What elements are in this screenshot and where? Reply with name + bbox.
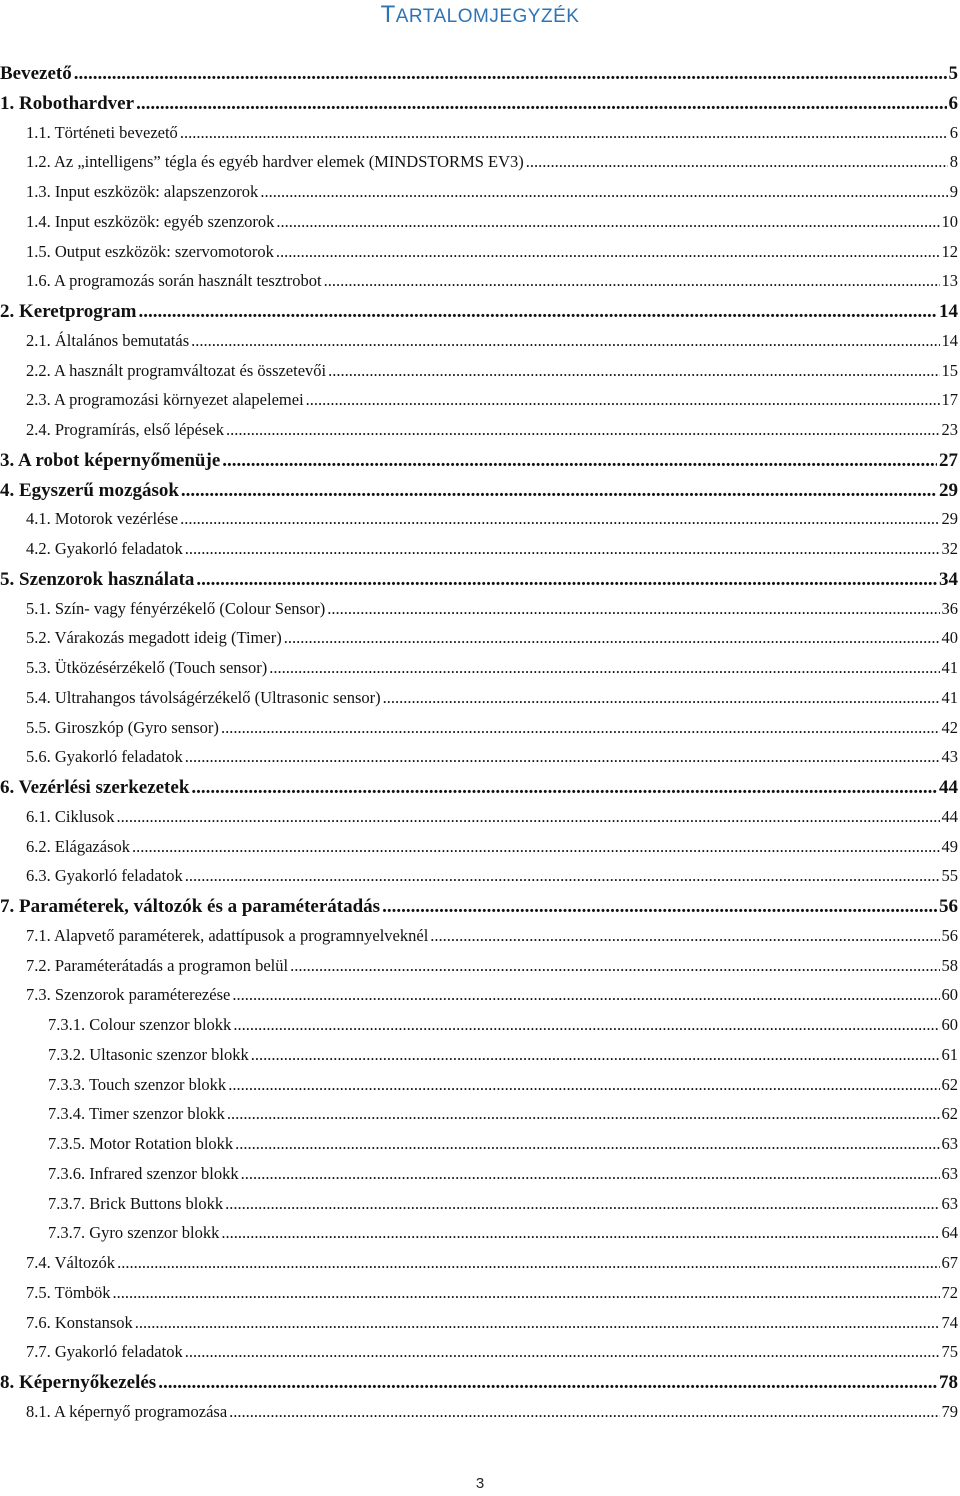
toc-entry-label: 5.1. Szín- vagy fényérzékelő (Colour Sensor) <box>26 598 326 618</box>
toc-entry-label: 2.4. Programírás, első lépések <box>26 420 224 439</box>
toc-entry-page: 56 <box>941 925 958 945</box>
toc-entry-page: 49 <box>941 836 958 856</box>
toc-entry[interactable] <box>26 331 958 351</box>
toc-entry[interactable] <box>26 599 958 619</box>
dot-leader <box>226 420 940 440</box>
toc-entry-label: 7.3.2. Ultasonic szenzor blokk <box>48 1044 249 1064</box>
toc-entry[interactable] <box>0 63 958 85</box>
toc-entry[interactable] <box>26 985 958 1005</box>
toc-entry[interactable] <box>26 1253 958 1273</box>
toc-entry-page: 34 <box>939 568 958 590</box>
toc-entry-label: 5. Szenzorok használata <box>0 568 195 590</box>
toc-entry[interactable] <box>0 301 958 323</box>
toc-entry-page: 63 <box>941 1163 958 1183</box>
dot-leader <box>228 1075 939 1095</box>
toc-entry-page: 14 <box>939 301 958 322</box>
toc-entry-page: 63 <box>941 1193 958 1213</box>
dot-leader <box>222 450 937 472</box>
toc-entry-page: 55 <box>941 866 958 886</box>
toc-entry[interactable] <box>0 450 958 472</box>
dot-leader <box>233 1015 939 1035</box>
dot-leader <box>260 182 947 202</box>
dot-leader <box>191 777 937 799</box>
toc-entry[interactable] <box>48 1104 958 1124</box>
toc-entry[interactable] <box>0 569 958 591</box>
dot-leader <box>74 63 947 85</box>
toc-entry-page: 29 <box>941 509 958 529</box>
toc-entry-label: 1.3. Input eszközök: alapszenzorok <box>26 182 259 201</box>
toc-entry-label: 5.3. Ütközésérzékelő (Touch sensor) <box>26 658 268 677</box>
toc-entry-label: 5.6. Gyakorló feladatok <box>26 747 183 767</box>
toc-entry-label: 3. A robot képernyőmenüje <box>0 449 221 471</box>
toc-entry-page: 44 <box>939 777 958 798</box>
toc-entry-page: 72 <box>941 1282 958 1302</box>
toc-entry[interactable] <box>26 1402 958 1422</box>
dot-leader <box>185 866 940 886</box>
toc-entry-page: 29 <box>939 479 958 501</box>
toc-entry[interactable] <box>48 1045 958 1065</box>
toc-entry-page: 78 <box>939 1372 958 1393</box>
toc-entry[interactable] <box>26 866 958 886</box>
toc-entry-label: 7. Paraméterek, változók és a paraméterátadás <box>0 896 381 917</box>
dot-leader <box>229 1402 939 1422</box>
dot-leader <box>328 361 939 381</box>
dot-leader <box>113 1283 940 1303</box>
toc-entry-label: 7.3.6. Infrared szenzor blokk <box>48 1163 239 1183</box>
toc-entry[interactable] <box>26 926 958 946</box>
toc-entry-label: 1.4. Input eszközök: egyéb szenzorok <box>26 211 275 231</box>
toc-title-initial: T <box>380 1 396 28</box>
toc-title-rest: ARTALOMJEGYZÉK <box>395 6 580 27</box>
page-number: 3 <box>475 1475 485 1492</box>
dot-leader <box>185 539 940 559</box>
dot-leader <box>276 212 939 232</box>
dot-leader <box>185 747 940 767</box>
toc-entry[interactable] <box>26 747 958 767</box>
toc-entry-label: 7.4. Változók <box>26 1253 116 1272</box>
toc-entry[interactable] <box>26 1283 958 1303</box>
toc-entry[interactable] <box>26 837 958 857</box>
dot-leader <box>132 837 939 857</box>
toc-entry-label: 6.1. Ciklusok <box>26 806 115 826</box>
toc-entry-page: 43 <box>941 747 958 767</box>
dot-leader <box>196 569 937 591</box>
toc-entry[interactable] <box>26 509 958 529</box>
toc-entry-page: 32 <box>941 539 958 558</box>
toc-entry-page: 61 <box>941 1044 958 1064</box>
toc-entry-label: 4. Egyszerű mozgások <box>0 479 179 501</box>
toc-entry-label: 2.2. A használt programváltozat és összetevői <box>26 360 327 380</box>
toc-entry-page: 62 <box>941 1104 958 1124</box>
toc-entry-label: 7.5. Tömbök <box>26 1282 111 1302</box>
toc-entry-page: 63 <box>941 1134 958 1153</box>
toc-entry-page: 62 <box>941 1074 958 1094</box>
toc-entry-label: 2. Keretprogram <box>0 301 137 322</box>
toc-entry[interactable] <box>26 361 958 381</box>
toc-entry-label: Bevezető <box>0 63 72 84</box>
toc-entry-page: 56 <box>939 896 958 917</box>
toc-entry-page: 44 <box>941 806 958 826</box>
toc-entry-label: 6. Vezérlési szerkezetek <box>0 777 190 798</box>
dot-leader <box>225 1194 939 1214</box>
toc-entry-page: 79 <box>941 1401 958 1421</box>
toc-entry-label: 5.4. Ultrahangos távolságérzékelő (Ultrasonic sensor) <box>26 687 381 707</box>
toc-entry-page: 64 <box>941 1223 958 1243</box>
toc-entry-label: 4.1. Motorok vezérlése <box>26 509 179 529</box>
toc-entry-page: 14 <box>941 330 958 350</box>
toc-entry-page: 74 <box>941 1312 958 1332</box>
toc-entry-label: 7.3.4. Timer szenzor blokk <box>48 1104 225 1124</box>
dot-leader <box>181 480 937 502</box>
toc-entry-label: 6.3. Gyakorló feladatok <box>26 866 183 886</box>
toc-entry[interactable] <box>26 658 958 678</box>
toc-entry-label: 1. Robothardver <box>0 92 135 114</box>
dot-leader <box>221 718 940 738</box>
toc-entry-page: 8 <box>949 152 958 172</box>
toc-entry[interactable] <box>26 628 958 648</box>
toc-entry[interactable] <box>48 1223 958 1243</box>
toc-entry-label: 7.1. Alapvető paraméterek, adattípusok a programnyelveknél <box>26 925 429 945</box>
dot-leader <box>191 331 939 351</box>
toc-entry[interactable] <box>26 152 958 172</box>
dot-leader <box>180 123 948 143</box>
toc-entry[interactable] <box>26 212 958 232</box>
toc-entry[interactable] <box>48 1134 958 1154</box>
toc-entry-page: 41 <box>941 658 958 677</box>
toc-entry-page: 5 <box>948 63 958 84</box>
dot-leader <box>221 1223 939 1243</box>
toc-entry[interactable] <box>48 1194 958 1214</box>
dot-leader <box>290 956 939 976</box>
toc-entry[interactable] <box>48 1015 958 1035</box>
toc-entry-label: 2.3. A programozási környezet alapelemei <box>26 390 304 410</box>
toc-entry-label: 7.3.3. Touch szenzor blokk <box>48 1074 227 1094</box>
toc-entry[interactable] <box>0 777 958 799</box>
dot-leader <box>430 926 939 946</box>
dot-leader <box>180 509 939 529</box>
toc-entry[interactable] <box>26 956 958 976</box>
toc-entry[interactable] <box>0 93 958 115</box>
toc-entry[interactable] <box>48 1075 958 1095</box>
dot-leader <box>158 1372 937 1394</box>
dot-leader <box>135 1313 940 1333</box>
toc-entry-label: 5.5. Giroszkóp (Gyro sensor) <box>26 717 219 737</box>
dot-leader <box>327 599 939 619</box>
toc-entry[interactable] <box>26 688 958 708</box>
toc-entry[interactable] <box>26 123 958 143</box>
toc-entry-label: 7.7. Gyakorló feladatok <box>26 1342 183 1362</box>
toc-entry-page: 15 <box>941 360 958 380</box>
toc-entry-label: 4.2. Gyakorló feladatok <box>26 539 183 558</box>
toc-entry-label: 2.1. Általános bemutatás <box>26 330 190 350</box>
toc-entry[interactable] <box>48 1164 958 1184</box>
toc-entry-label: 8. Képernyőkezelés <box>0 1372 157 1393</box>
dot-leader <box>284 628 940 648</box>
toc-entry-page: 40 <box>941 628 958 648</box>
toc-entry[interactable] <box>26 420 958 440</box>
dot-leader <box>117 1253 939 1273</box>
toc-entry[interactable] <box>26 718 958 738</box>
dot-leader <box>136 93 946 115</box>
toc-entry-label: 6.2. Elágazások <box>26 836 131 856</box>
toc-entry-page: 6 <box>949 122 958 142</box>
toc-entry-page: 42 <box>941 717 958 737</box>
toc-entry-page: 36 <box>941 598 958 618</box>
toc-entry[interactable] <box>26 1342 958 1362</box>
toc-entry[interactable] <box>26 539 958 559</box>
toc-entry[interactable] <box>26 1313 958 1333</box>
dot-leader <box>116 807 939 827</box>
toc-entry-page: 13 <box>941 271 958 291</box>
toc-entry[interactable] <box>26 182 958 202</box>
toc-entry[interactable] <box>0 480 958 502</box>
dot-leader <box>276 242 940 262</box>
toc-entry-page: 60 <box>941 985 958 1005</box>
dot-leader <box>269 658 939 678</box>
toc-entry[interactable] <box>26 390 958 410</box>
dot-leader <box>382 896 937 918</box>
toc-entry-label: 8.1. A képernyő programozása <box>26 1401 228 1421</box>
toc-entry-label: 7.3.1. Colour szenzor blokk <box>48 1015 232 1034</box>
toc-entry-label: 7.6. Konstansok <box>26 1312 133 1332</box>
toc-entry-page: 10 <box>941 211 958 231</box>
toc-entry-page: 75 <box>941 1342 958 1362</box>
toc-title <box>0 0 960 30</box>
dot-leader <box>383 688 940 708</box>
toc-entry[interactable] <box>26 807 958 827</box>
dot-leader <box>251 1045 940 1065</box>
toc-entry-label: 7.3. Szenzorok paraméterezése <box>26 985 231 1005</box>
toc-entry-page: 67 <box>941 1253 958 1272</box>
dot-leader <box>227 1104 940 1124</box>
toc-entry-label: 1.1. Történeti bevezető <box>26 122 178 142</box>
toc-entry-page: 27 <box>939 449 958 471</box>
toc-entry-page: 41 <box>941 687 958 707</box>
toc-entry-label: 7.2. Paraméterátadás a programon belül <box>26 955 289 975</box>
toc-entry-label: 7.3.7. Brick Buttons blokk <box>48 1193 224 1213</box>
toc-entry[interactable] <box>26 242 958 262</box>
toc-entry-page: 17 <box>941 390 958 410</box>
toc-entry-page: 9 <box>949 182 958 201</box>
dot-leader <box>306 390 940 410</box>
toc-entry-label: 1.6. A programozás során használt tesztrobot <box>26 271 322 291</box>
toc-entry-label: 5.2. Várakozás megadott ideig (Timer) <box>26 628 282 648</box>
toc-entry-label: 7.3.7. Gyro szenzor blokk <box>48 1223 220 1243</box>
toc-entry[interactable] <box>0 1372 958 1394</box>
toc-entry-label: 7.3.5. Motor Rotation blokk <box>48 1134 234 1153</box>
dot-leader <box>138 301 937 323</box>
dot-leader <box>235 1134 939 1154</box>
toc-entry-label: 1.5. Output eszközök: szervomotorok <box>26 241 274 261</box>
dot-leader <box>232 985 939 1005</box>
toc-entry-page: 6 <box>948 92 958 114</box>
toc-entry[interactable] <box>0 896 958 918</box>
toc-entry-label: 1.2. Az „intelligens” tégla és egyéb hardver elemek (MINDSTORMS EV3) <box>26 152 524 172</box>
toc-entry[interactable] <box>26 271 958 291</box>
toc-entry-page: 58 <box>941 955 958 975</box>
dot-leader <box>241 1164 940 1184</box>
toc-entry-page: 23 <box>941 420 958 439</box>
dot-leader <box>526 152 948 172</box>
dot-leader <box>185 1342 940 1362</box>
toc-entry-page: 12 <box>941 241 958 261</box>
dot-leader <box>324 271 940 291</box>
toc-entry-page: 60 <box>941 1015 958 1034</box>
